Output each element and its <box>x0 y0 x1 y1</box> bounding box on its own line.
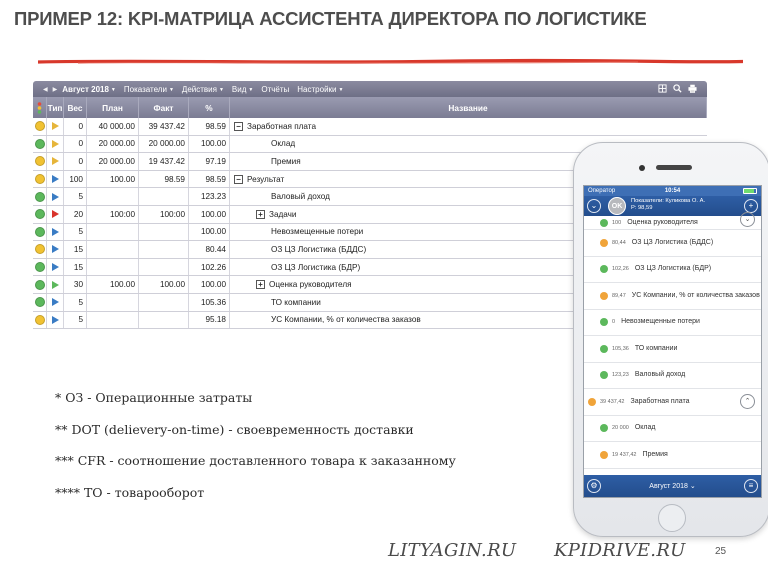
kpi-name: Заработная плата <box>630 397 690 405</box>
flag-icon <box>52 210 59 218</box>
phone-screen <box>583 185 762 498</box>
kpi-value: 123,23 <box>612 372 629 379</box>
percent-cell: 100.00 <box>189 224 230 241</box>
kpi-name: ТО компании <box>271 297 321 307</box>
kpi-name: Премия <box>642 450 668 458</box>
collapse-icon[interactable]: − <box>234 175 243 184</box>
status-light <box>33 224 47 241</box>
footnote: ** DOT (delievery-on-time) - своевременность доставки <box>55 421 414 437</box>
list-item[interactable] <box>584 416 761 443</box>
status-dot-icon <box>35 121 45 131</box>
status-light <box>33 259 47 276</box>
type-cell <box>47 171 64 188</box>
list-item[interactable] <box>584 336 761 363</box>
status-light <box>33 241 47 258</box>
percent-cell: 100.00 <box>189 276 230 293</box>
footnote: **** ТО - товарооборот <box>55 484 205 500</box>
type-cell <box>47 276 64 293</box>
page-number: 25 <box>715 546 727 557</box>
plan-cell: 20 000.00 <box>87 153 139 170</box>
status-dot-icon <box>35 156 45 166</box>
status-light <box>33 312 47 329</box>
kpi-value: 105,36 <box>612 345 629 352</box>
weight-cell: 0 <box>64 136 87 153</box>
fact-cell: 20 000.00 <box>139 136 189 153</box>
fact-cell <box>139 312 189 329</box>
menu-indicators[interactable]: Показатели ▼ <box>123 84 174 94</box>
type-cell <box>47 259 64 276</box>
percent-cell: 100.00 <box>189 206 230 223</box>
status-dot-icon <box>600 424 608 432</box>
footer-link-kpidrive[interactable]: KPIDRIVE.RU <box>554 540 686 561</box>
kpi-name: Невозмещенные потери <box>621 318 700 326</box>
chevron-down-icon[interactable]: ⌄ <box>740 212 755 227</box>
type-cell <box>47 206 64 223</box>
flag-icon <box>52 316 59 324</box>
kpi-name: Задачи <box>269 209 297 219</box>
kpi-name: Невозмещенные потери <box>271 227 364 237</box>
kpi-name: Оценка руководителя <box>627 218 698 226</box>
status-badge: OK <box>608 197 626 215</box>
status-light <box>33 206 47 223</box>
menu-view[interactable]: Вид ▼ <box>231 84 254 94</box>
weight-cell: 5 <box>64 224 87 241</box>
kpi-value: 100 <box>612 219 622 226</box>
percent-cell: 95.18 <box>189 312 230 329</box>
kpi-name: Заработная плата <box>247 121 316 131</box>
header-percent[interactable]: % <box>189 97 230 118</box>
header-plan[interactable]: План <box>87 97 139 118</box>
footnotes <box>55 390 456 516</box>
earpiece-speaker <box>656 165 692 170</box>
status-dot-icon <box>600 219 608 227</box>
front-camera <box>639 165 645 171</box>
plan-cell <box>87 294 139 311</box>
status-dot-icon <box>600 265 608 273</box>
kpi-name: Оценка руководителя <box>269 280 352 290</box>
type-cell <box>47 118 64 135</box>
status-dot-icon <box>600 371 608 379</box>
fact-cell <box>139 241 189 258</box>
weight-cell: 15 <box>64 259 87 276</box>
kpi-name: ОЗ ЦЗ Логистика (БДР) <box>271 262 361 272</box>
weight-cell: 0 <box>64 153 87 170</box>
status-dot-icon <box>35 209 45 219</box>
kpi-name: ОЗ ЦЗ Логистика (БДДС) <box>631 238 714 246</box>
status-dot-icon <box>600 239 608 247</box>
status-dot-icon <box>600 318 608 326</box>
grid-icon[interactable] <box>658 84 667 93</box>
menu-actions[interactable]: Действия ▼ <box>181 84 224 94</box>
fact-cell: 98.59 <box>139 171 189 188</box>
print-icon[interactable] <box>688 84 697 93</box>
status-light <box>33 136 47 153</box>
kpi-value: 20 000 <box>612 425 629 432</box>
flag-icon <box>52 245 59 253</box>
type-cell <box>47 136 64 153</box>
status-time: 10:54 <box>664 188 681 194</box>
phone-status-bar <box>584 186 761 196</box>
phone-mockup <box>573 142 768 537</box>
status-dot-icon <box>35 244 45 254</box>
footnote: * ОЗ - Операционные затраты <box>55 390 253 405</box>
percent-cell: 98.59 <box>189 118 230 135</box>
fact-cell: 19 437.42 <box>139 153 189 170</box>
percent-cell: 97.19 <box>189 153 230 170</box>
status-dot-icon <box>600 292 608 300</box>
plan-cell <box>87 188 139 205</box>
fact-cell: 100:00 <box>139 206 189 223</box>
kpi-name: УС Компании, % от количества заказов <box>631 291 760 299</box>
type-cell <box>47 224 64 241</box>
type-cell <box>47 241 64 258</box>
traffic-light-icon <box>37 102 42 114</box>
type-cell <box>47 188 64 205</box>
list-item[interactable] <box>584 257 761 284</box>
phone-period-selector[interactable]: Август 2018 ⌄ <box>649 483 696 490</box>
fact-cell <box>139 188 189 205</box>
kpi-name: Валовый доход <box>634 371 686 379</box>
percent-cell: 80.44 <box>189 241 230 258</box>
table-row[interactable] <box>33 118 707 136</box>
flag-icon <box>52 122 59 130</box>
footnote: *** CFR - соотношение доставленного товара к заказанному <box>55 453 456 468</box>
fact-cell: 100.00 <box>139 276 189 293</box>
list-item[interactable] <box>584 283 761 310</box>
list-item[interactable] <box>584 389 761 416</box>
flag-icon <box>52 263 59 271</box>
phone-header <box>584 196 761 216</box>
kpi-value: 89,47 <box>612 292 626 299</box>
kpi-name: Оклад <box>271 139 296 149</box>
kpi-name: Премия <box>271 156 301 166</box>
battery-icon <box>743 188 757 194</box>
employee-meta: Показатели: Куликова О. А. Р: 98,59 <box>631 198 706 211</box>
list-item[interactable] <box>584 363 761 390</box>
plan-cell: 20 000.00 <box>87 136 139 153</box>
header-traffic-light[interactable] <box>33 97 47 118</box>
expand-icon[interactable]: + <box>256 210 265 219</box>
list-item[interactable] <box>584 230 761 257</box>
percent-cell: 123.23 <box>189 188 230 205</box>
kpi-name: УС Компании, % от количества заказов <box>271 315 421 325</box>
kpi-name: Валовый доход <box>271 192 330 202</box>
status-dot-icon <box>35 192 45 202</box>
period-selector[interactable]: Август 2018 ▼ <box>62 84 116 94</box>
kpi-value: 80,44 <box>612 239 626 246</box>
percent-cell: 98.59 <box>189 171 230 188</box>
status-dot-icon <box>35 297 45 307</box>
status-dot-icon <box>588 398 596 406</box>
phone-kpi-list <box>584 216 761 469</box>
flag-icon <box>52 140 59 148</box>
status-dot-icon <box>600 345 608 353</box>
status-light <box>33 118 47 135</box>
kpi-name: Оклад <box>634 424 656 432</box>
menu-icon[interactable]: ≡ <box>744 479 758 493</box>
title-underline <box>38 58 743 66</box>
percent-cell: 105.36 <box>189 294 230 311</box>
status-dot-icon <box>35 139 45 149</box>
status-light <box>33 153 47 170</box>
kpi-name: ОЗ ЦЗ Логистика (БДР) <box>634 265 712 273</box>
slide-title: ПРИМЕР 12: KPI-МАТРИЦА АССИСТЕНТА ДИРЕКТОРА ПО ЛОГИСТИКЕ <box>14 8 647 29</box>
status-dot-icon <box>35 315 45 325</box>
status-light <box>33 188 47 205</box>
fact-cell <box>139 294 189 311</box>
search-icon[interactable] <box>673 84 682 93</box>
status-dot-icon <box>35 174 45 184</box>
collapse-icon[interactable]: − <box>234 122 243 131</box>
flag-icon <box>52 193 59 201</box>
header-weight[interactable]: Вес <box>64 97 87 118</box>
weight-cell: 15 <box>64 241 87 258</box>
status-dot-icon <box>35 280 45 290</box>
name-cell <box>230 118 707 135</box>
toolbar <box>33 81 707 97</box>
kpi-value: 39 437,42 <box>600 398 625 405</box>
status-light <box>33 171 47 188</box>
flag-icon <box>52 228 59 236</box>
fact-cell: 39 437.42 <box>139 118 189 135</box>
status-light <box>33 276 47 293</box>
chevron-down-icon[interactable]: ⌄ <box>587 199 601 213</box>
plan-cell <box>87 259 139 276</box>
kpi-name: ОЗ ЦЗ Логистика (БДДС) <box>271 244 367 254</box>
weight-cell: 5 <box>64 188 87 205</box>
fact-cell <box>139 224 189 241</box>
flag-icon <box>52 157 59 165</box>
menu-reports[interactable]: Отчёты <box>261 84 290 94</box>
weight-cell: 5 <box>64 312 87 329</box>
flag-icon <box>52 281 59 289</box>
weight-cell: 30 <box>64 276 87 293</box>
plan-cell: 40 000.00 <box>87 118 139 135</box>
plan-cell <box>87 241 139 258</box>
list-item[interactable] <box>584 442 761 469</box>
weight-cell: 0 <box>64 118 87 135</box>
chevron-up-icon[interactable]: ⌃ <box>740 394 755 409</box>
fact-cell <box>139 259 189 276</box>
type-cell <box>47 312 64 329</box>
percent-cell: 102.26 <box>189 259 230 276</box>
status-dot-icon <box>35 227 45 237</box>
weight-cell: 100 <box>64 171 87 188</box>
list-item[interactable] <box>584 310 761 337</box>
kpi-value: 0 <box>612 319 616 326</box>
plan-cell: 100.00 <box>87 276 139 293</box>
kpi-name: Результат <box>247 174 285 184</box>
home-button[interactable] <box>658 504 686 532</box>
weight-cell: 20 <box>64 206 87 223</box>
menu-settings[interactable]: Настройки ▼ <box>297 84 344 94</box>
status-dot-icon <box>35 262 45 272</box>
carrier-label: Оператор <box>588 188 616 194</box>
table-header <box>33 97 707 118</box>
plan-cell <box>87 224 139 241</box>
phone-footer <box>584 475 761 497</box>
weight-cell: 5 <box>64 294 87 311</box>
flag-icon <box>52 175 59 183</box>
type-cell <box>47 153 64 170</box>
plan-cell: 100:00 <box>87 206 139 223</box>
footer-link-lityagin[interactable]: LITYAGIN.RU <box>388 540 517 561</box>
type-cell <box>47 294 64 311</box>
prev-period-icon[interactable]: ◀ <box>43 86 48 93</box>
add-icon[interactable]: + <box>744 199 758 213</box>
kpi-value: 19 437,42 <box>612 451 637 458</box>
header-name[interactable]: Название <box>230 97 707 118</box>
settings-icon[interactable]: ⚙ <box>587 479 601 493</box>
list-item[interactable] <box>584 216 761 230</box>
kpi-name: ТО компании <box>634 344 678 352</box>
flag-icon <box>52 298 59 306</box>
plan-cell: 100.00 <box>87 171 139 188</box>
status-light <box>33 294 47 311</box>
expand-icon[interactable]: + <box>256 280 265 289</box>
kpi-value: 102,26 <box>612 266 629 273</box>
percent-cell: 100.00 <box>189 136 230 153</box>
status-dot-icon <box>600 451 608 459</box>
header-type[interactable]: Тип <box>47 97 64 118</box>
next-period-icon[interactable]: ▶ <box>52 86 58 93</box>
header-fact[interactable]: Факт <box>139 97 189 118</box>
plan-cell <box>87 312 139 329</box>
